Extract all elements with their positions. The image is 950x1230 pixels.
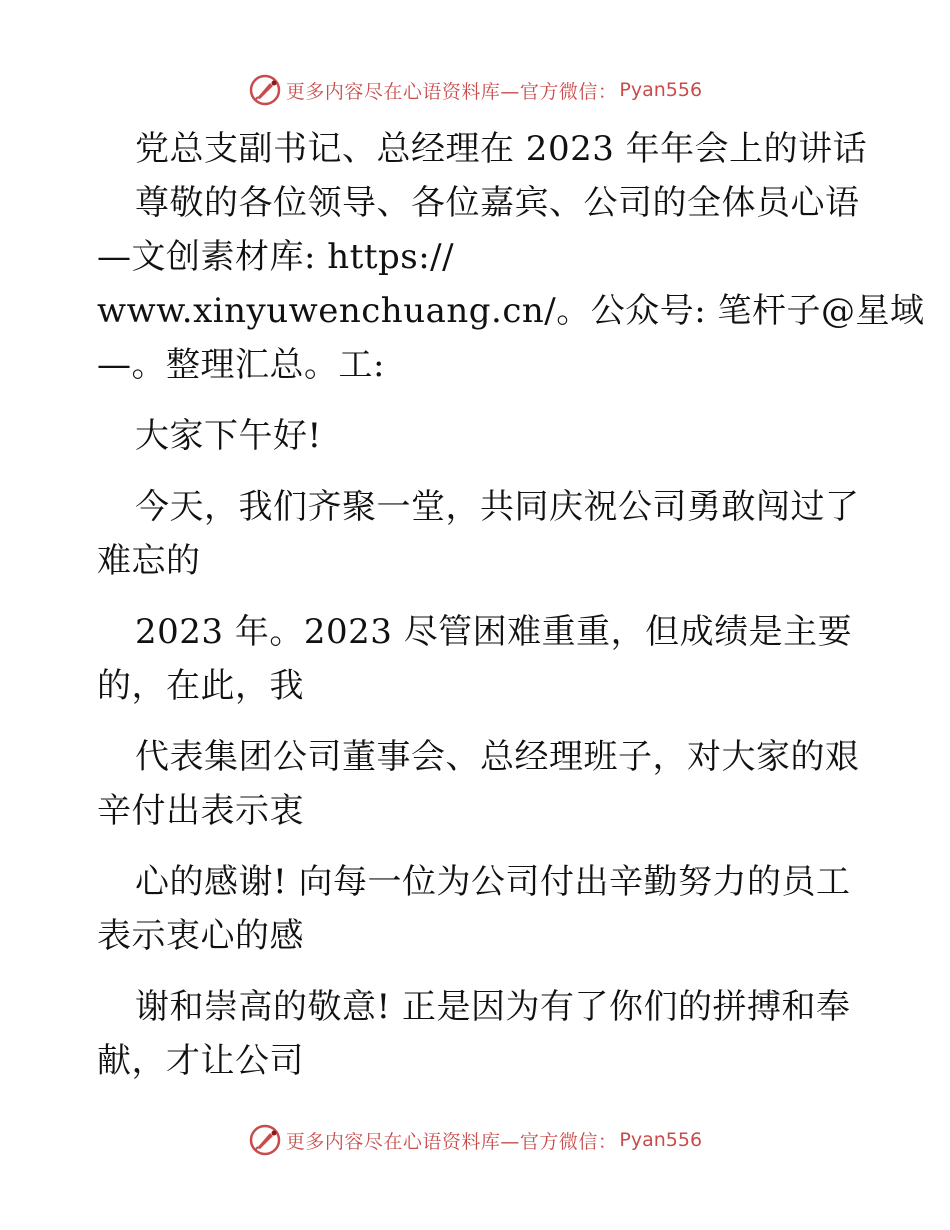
text-line: www.xinyuwenchuang.cn/。公众号: 笔杆子@星域 xyxy=(97,291,925,331)
text-line: 代表集团公司董事会、总经理班子，对大家的艰 xyxy=(135,737,860,777)
footer-wechat-id: Pyan556 xyxy=(619,1129,703,1151)
header-watermark xyxy=(0,70,950,110)
text-line: 难忘的 xyxy=(97,541,201,581)
footer-watermark xyxy=(0,1120,950,1160)
text-line: 献，才让公司 xyxy=(97,1041,304,1081)
text-line: 的，在此，我 xyxy=(97,666,304,706)
text-line: —。整理汇总。工: xyxy=(97,345,385,385)
feather-pen-circle-icon xyxy=(248,1123,282,1157)
text-line: —文创素材库: https:// xyxy=(97,237,455,277)
document-body xyxy=(97,122,925,1088)
feather-pen-circle-icon xyxy=(248,73,282,107)
text-line: 2023 年。2023 尽管困难重重，但成绩是主要 xyxy=(135,612,853,652)
greeting-line: 大家下午好! xyxy=(135,416,322,456)
footer-watermark-label: 更多内容尽在心语资料库—官方微信： xyxy=(285,1130,618,1153)
text-line: 辛付出表示衷 xyxy=(97,791,304,831)
text-line: 今天，我们齐聚一堂，共同庆祝公司勇敢闯过了 xyxy=(135,487,860,527)
header-wechat-id: Pyan556 xyxy=(619,79,703,101)
document-title: 党总支副书记、总经理在 2023 年年会上的讲话 xyxy=(135,129,868,169)
text-line: 心的感谢! 向每一位为公司付出辛勤努力的员工 xyxy=(135,862,851,902)
text-line: 谢和崇高的敬意! 正是因为有了你们的拼搏和奉 xyxy=(135,987,851,1027)
header-watermark-label: 更多内容尽在心语资料库—官方微信： xyxy=(285,80,618,103)
text-line: 表示衷心的感 xyxy=(97,916,304,956)
text-line: 尊敬的各位领导、各位嘉宾、公司的全体员心语 xyxy=(135,183,860,223)
